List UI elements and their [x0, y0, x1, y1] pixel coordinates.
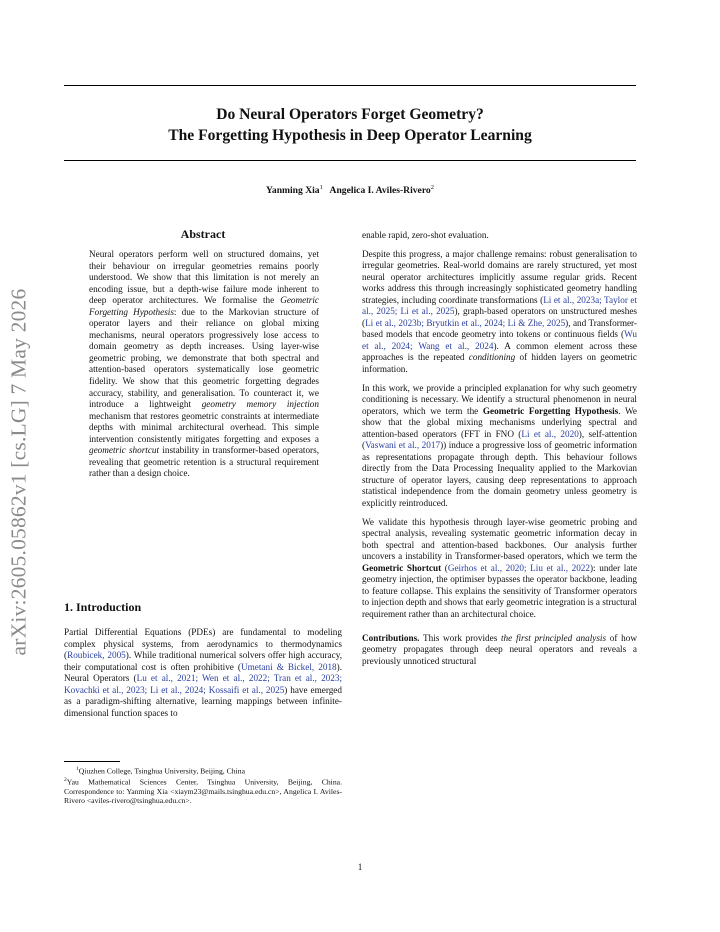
- intro-text: ). Neural Operators (: [64, 661, 343, 684]
- citation-link[interactable]: Li et al., 2020: [521, 428, 579, 439]
- page-number: 1: [357, 862, 363, 872]
- footnote-line: [64, 765, 342, 776]
- paragraph-hypothesis: [362, 383, 637, 510]
- citation-link[interactable]: Umetani & Bickel, 2018: [241, 661, 337, 672]
- arxiv-identifier-watermark: [0, 262, 38, 682]
- body-text: of how geometry propagates through deep neural operators and reveals a previously unnoticed structural: [362, 632, 637, 666]
- introduction-paragraph: [64, 627, 342, 719]
- abstract-text: : due to the Markovian structure of operator layers and their reliance on global mixing mechanisms, neural operators progressively lose access to domain geometry as depth increases. Using layer-wise geometric probing, we demonstrate that both spectral and attention-based operators systematically lose geometric fidelity. We show that this geometric forgetting degrades accuracy, stability, and generalisation. To counteract it, we introduce a lightweight: [89, 306, 319, 410]
- footnote-line: [64, 776, 342, 806]
- body-text: Despite this progress, a major challenge remains: robust generalisation to irregular geometries. Real-world domains are rarely structured, yet most neural operator architectures implicitly assume regular grids. Recent works address this through increasingly sophisticated geometry handling strategies, including coordinate transformations (: [362, 248, 637, 305]
- body-text: In this work, we provide a principled explanation for why such geometry conditioning is necessary. We identify a structural phenomenon in neural operators, which we term the: [362, 382, 637, 416]
- author-list: [64, 184, 636, 196]
- citation-link[interactable]: Roubicek, 2005: [67, 650, 126, 661]
- body-text: ), self-attention (: [362, 428, 637, 451]
- emphasis-text: the first principled analysis: [501, 632, 607, 643]
- title-bottom-rule: [64, 160, 636, 161]
- body-text: of hidden layers on geometric information.: [362, 352, 637, 375]
- bold-term: Geometric Forgetting Hypothesis: [482, 405, 619, 416]
- intro-text: Partial Differential Equations (PDEs) are fundamental to modeling complex physical systems, from aerodynamics to thermodynamics (: [64, 627, 342, 661]
- section-heading-introduction: 1. Introduction: [64, 600, 142, 614]
- abstract-emphasis: geometry memory injection: [201, 399, 319, 410]
- body-text: We validate this hypothesis through layer-wise geometric probing and spectral analysis, revealing systematic geometric information decay in both spectral and attention-based backbones. Our analysis further uncovers a instability in Transformer-based operators, which we term the: [362, 516, 637, 562]
- body-text: This work provides: [419, 632, 501, 643]
- footnote-mark: 1: [76, 766, 79, 772]
- paragraph-validation: [362, 517, 637, 621]
- body-text: ): under late geometry injection, the optimiser bypasses the operator backbone, leading to feature collapse. This explains the sensitivity of Transformer operators to injection depth and shows that early geometric integration is a structural requirement rather than an architectural choice.: [362, 562, 638, 619]
- author-name: Yanming Xia: [266, 185, 320, 197]
- abstract-emphasis: Geometric Forgetting Hypothesis: [89, 295, 319, 317]
- paragraph-related-work: [362, 249, 637, 376]
- abstract-emphasis: geometric shortcut: [89, 445, 160, 456]
- title-top-rule: [64, 85, 636, 86]
- right-column: [362, 230, 637, 674]
- citation-link[interactable]: Geirhos et al., 2020; Liu et al., 2022: [447, 562, 590, 573]
- citation-link[interactable]: Li et al., 2023a; Taylor et al., 2025; Li et al., 2025: [362, 294, 637, 317]
- title-line-2: The Forgetting Hypothesis in Deep Operator Learning: [168, 127, 532, 144]
- abstract-heading: Abstract: [180, 227, 226, 241]
- citation-link[interactable]: Li et al., 2023b; Bryutkin et al., 2024; Li & Zhe, 2025: [365, 317, 566, 328]
- intro-text: ). While traditional numerical solvers offer high accuracy, their computational cost is often prohibitive (: [64, 650, 342, 672]
- body-text: . We show that the global mixing mechanisms underlying spectral and attention-based operators (FFT in FNO (: [362, 405, 637, 439]
- run-in-heading: Contributions.: [362, 632, 420, 643]
- body-text: (: [441, 562, 448, 573]
- footnote-text[interactable]: Yau Mathematical Sciences Center, Tsinghua University, Beijing, China. Correspondence to: Yanming Xia <xiaym23@mails.tsinghua.edu.cn>, Angelica I. Aviles-Rivero <aviles-rivero@tsinghua.edu.cn>.: [64, 777, 342, 806]
- footnote-mark: 2: [64, 776, 67, 783]
- abstract-body: [89, 249, 319, 480]
- paragraph-contributions: [362, 633, 637, 668]
- emphasis-text: conditioning: [468, 352, 516, 363]
- body-text: ), graph-based operators on unstructured meshes (: [362, 306, 637, 328]
- intro-text: ) have emerged as a paradigm-shifting alternative, learning mappings between infinite-dimensional function spaces to: [64, 684, 342, 718]
- footnote-text: Qiuzhen College, Tsinghua University, Beijing, China: [78, 766, 246, 776]
- affiliation-footnote: [64, 765, 342, 806]
- citation-link[interactable]: Lu et al., 2021; Wen et al., 2022; Tran et al., 2023; Kovachki et al., 2023; Li et al., 2024; Kossaifi et al., 2025: [64, 673, 342, 695]
- body-text: )) induce a progressive loss of geometric information as representations propagate through depth. This behaviour follows directly from the Data Processing Inequality applied to the Markovian structure of operator layers, causing deep representations to approach statistical independence from the domain geometry unless geometry is explicitly reintroduced.: [362, 440, 637, 509]
- paper-title: [64, 104, 636, 146]
- citation-link[interactable]: Wu et al., 2024; Wang et al., 2024: [362, 329, 637, 351]
- title-line-1: Do Neural Operators Forget Geometry?: [216, 106, 484, 123]
- author-name: Angelica I. Aviles-Rivero: [329, 185, 431, 197]
- citation-link[interactable]: Vaswani et al., 2017: [365, 440, 441, 451]
- abstract-text: mechanism that restores geometric constraints at intermediate depths with minimal architectural overhead. This simple intervention consistently mitigates forgetting and exposes a: [89, 410, 319, 444]
- bold-term: Geometric Shortcut: [362, 562, 442, 573]
- abstract-text: instability in transformer-based operators, revealing that geometric retention is a structural requirement rather than a design choice.: [89, 445, 319, 479]
- arxiv-identifier-text[interactable]: arXiv:2605.05862v1 [cs.LG] 7 May 2026: [6, 288, 31, 656]
- footnote-rule: [64, 761, 120, 762]
- author-affiliation-mark: 1: [319, 184, 323, 191]
- body-text: ). A common element across these approaches is the repeated: [362, 340, 637, 363]
- author-affiliation-mark: 2: [430, 184, 434, 191]
- paragraph-continuation: enable rapid, zero-shot evaluation.: [362, 230, 489, 240]
- abstract-text: Neural operators perform well on structured domains, yet their behaviour on irregular geometries remains poorly understood. We show that this limitation is not merely an encoding issue, but a depth-wise failure mode inherent to deep operator architectures. We formalise the: [89, 249, 319, 306]
- body-text: ), and Transformer-based models that encode geometry into tokens or continuous fields (: [362, 317, 637, 340]
